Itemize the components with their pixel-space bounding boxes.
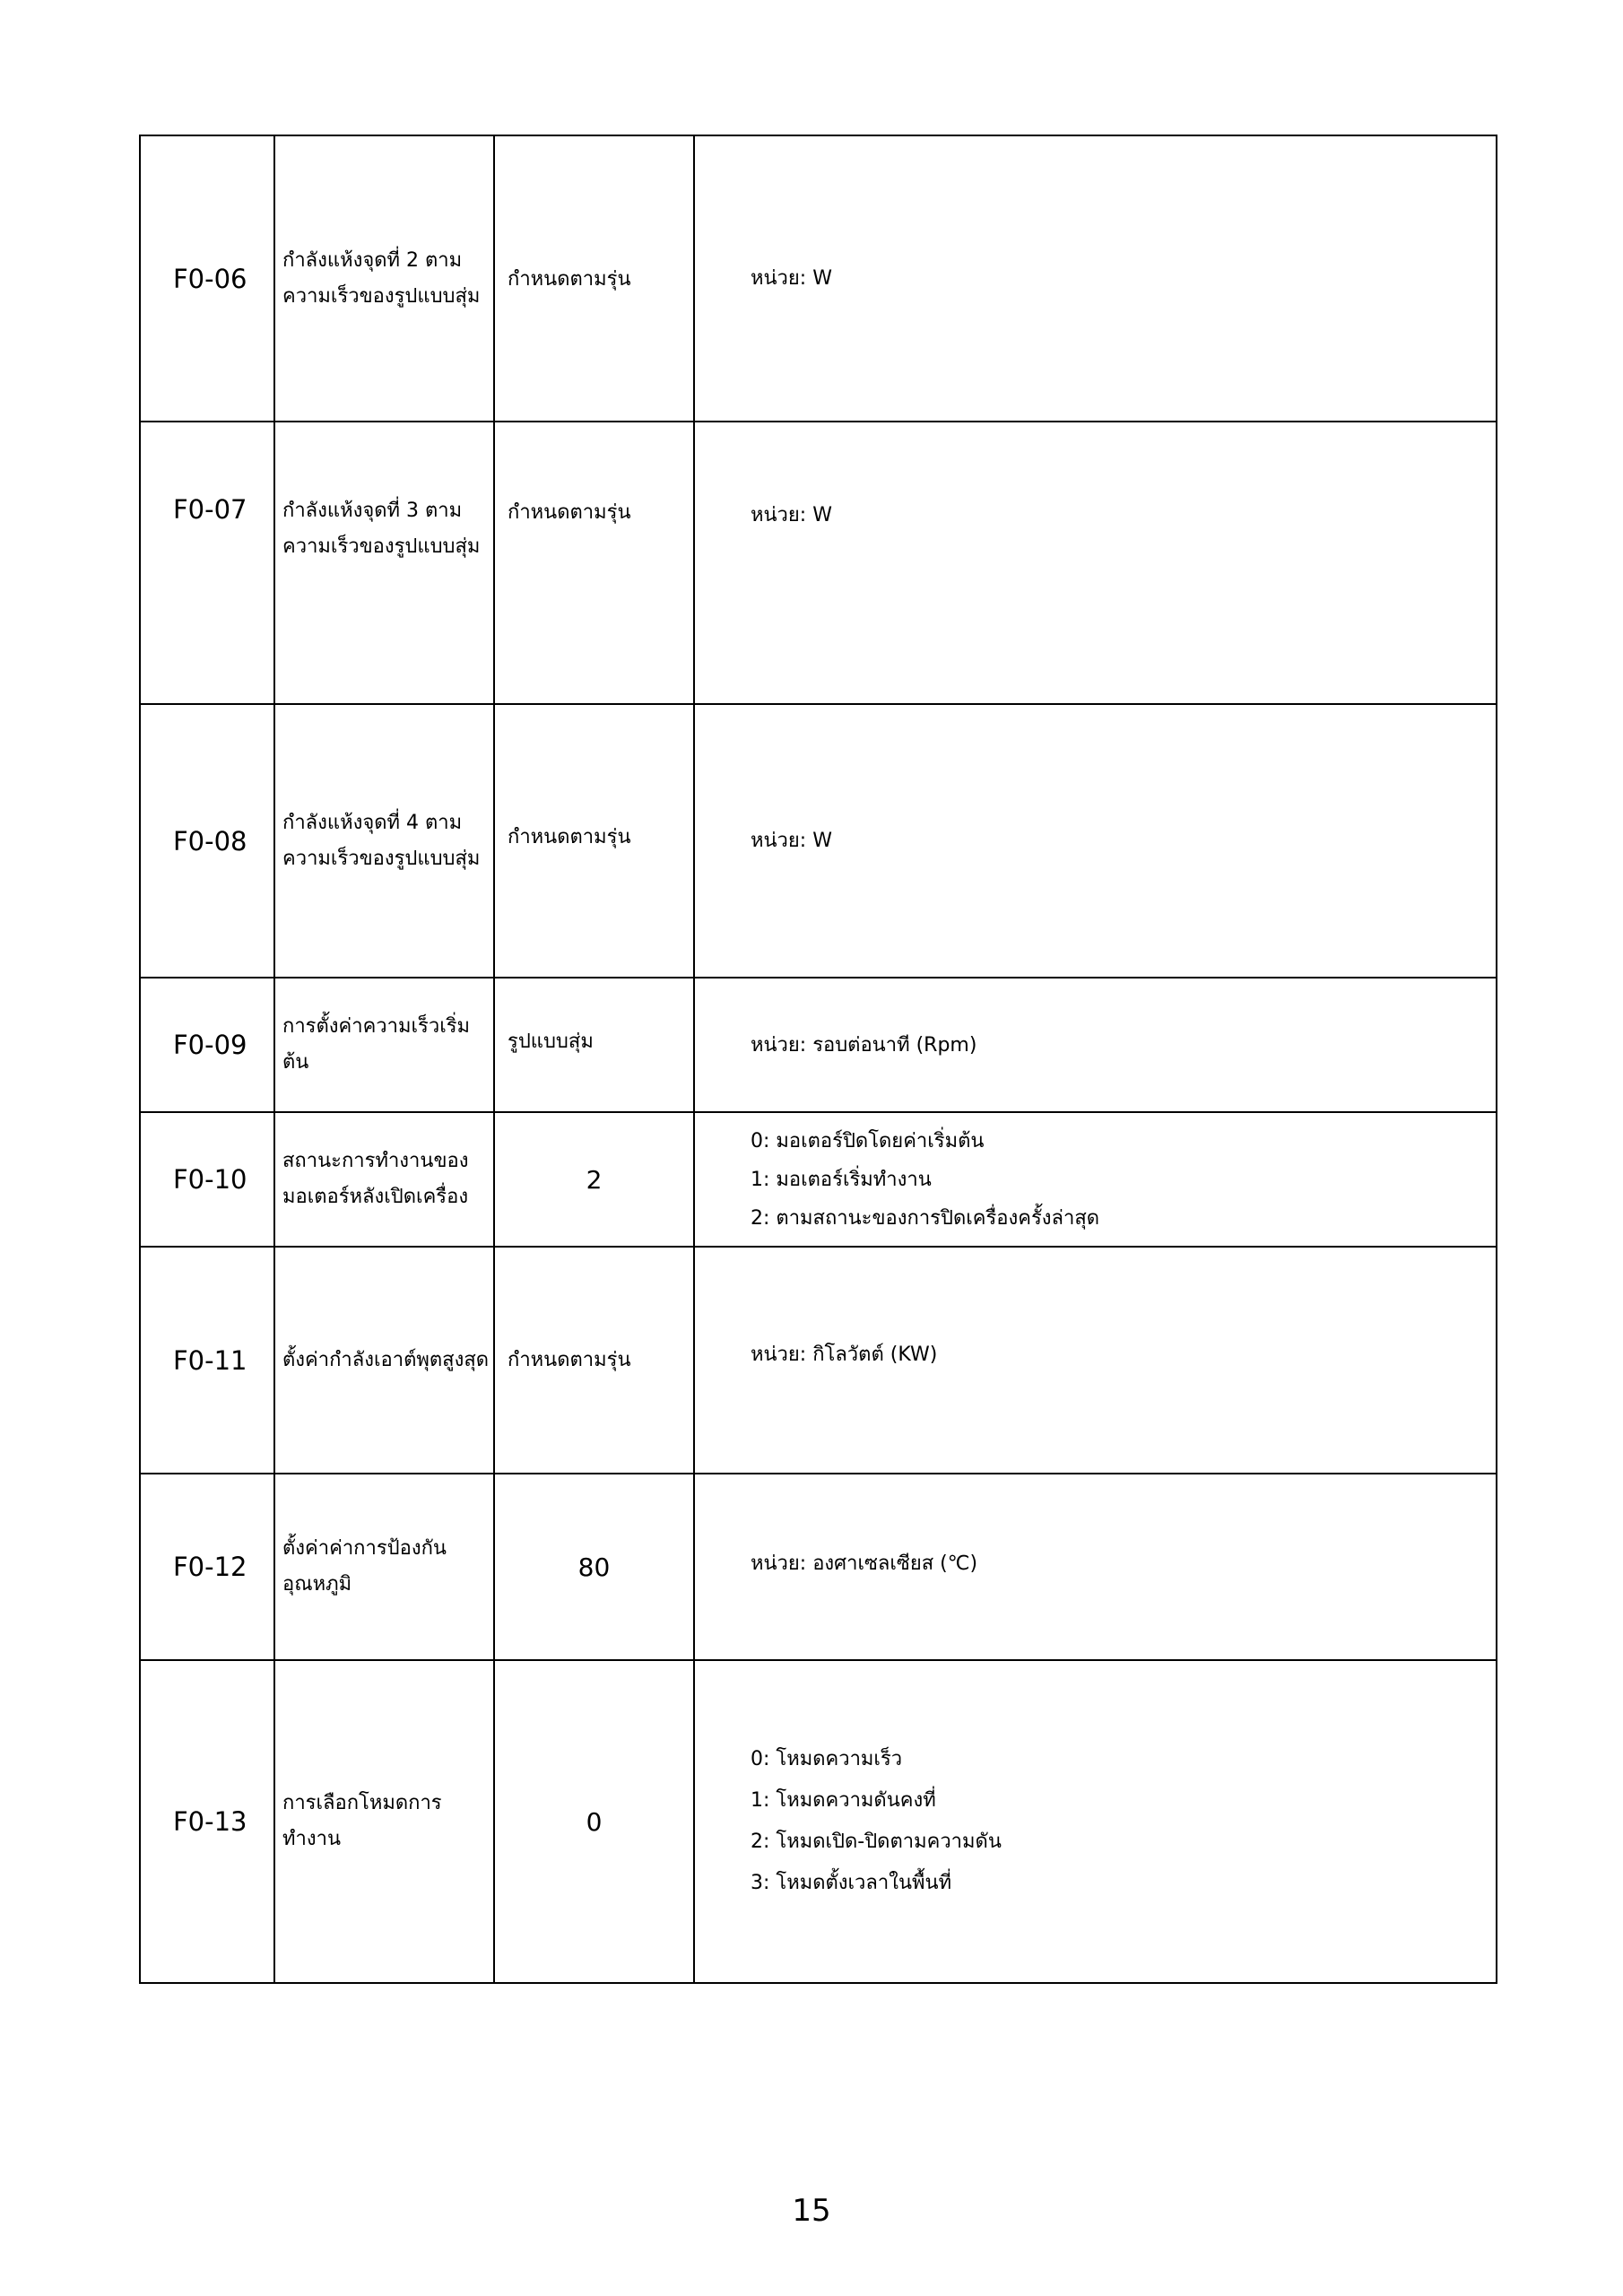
param-name: ตั้งค่าค่าการป้องกันอุณหภูมิ	[274, 1474, 494, 1660]
param-code: F0-07	[140, 422, 274, 704]
table-row	[140, 978, 1497, 1112]
param-name: ตั้งค่ากำลังเอาต์พุตสูงสุด	[274, 1247, 494, 1474]
param-default: กำหนดตามรุ่น	[494, 704, 694, 978]
description-line: 1: มอเตอร์เริ่มทำงาน	[751, 1168, 932, 1191]
description-line: หน่วย: W	[751, 504, 832, 526]
param-default: รูปแบบสุ่ม	[494, 978, 694, 1112]
param-description	[694, 1247, 1497, 1474]
table-row	[140, 1112, 1497, 1247]
description-line: หน่วย: องศาเซลเซียส (℃)	[751, 1552, 978, 1575]
table-row	[140, 422, 1497, 704]
param-default: 2	[494, 1112, 694, 1247]
param-name: กำลังแห้งจุดที่ 3 ตามความเร็วของรูปแบบสุ่ม	[274, 422, 494, 704]
page-number: 15	[792, 2193, 831, 2229]
param-name: กำลังแห้งจุดที่ 2 ตามความเร็วของรูปแบบสุ่ม	[274, 135, 494, 422]
param-code: F0-11	[140, 1247, 274, 1474]
param-default: กำหนดตามรุ่น	[494, 135, 694, 422]
param-description	[694, 978, 1497, 1112]
param-default: 0	[494, 1660, 694, 1983]
param-description	[694, 1660, 1497, 1983]
param-description	[694, 1474, 1497, 1660]
description-line: หน่วย: รอบต่อนาที (Rpm)	[751, 1033, 977, 1057]
parameter-table	[139, 135, 1497, 1984]
param-description	[694, 422, 1497, 704]
description-line: 2: ตามสถานะของการปิดเครื่องครั้งล่าสุด	[751, 1206, 1100, 1230]
description-line: หน่วย: กิโลวัตต์ (KW)	[751, 1344, 938, 1366]
param-code: F0-08	[140, 704, 274, 978]
description-line: 2: โหมดเปิด-ปิดตามความดัน	[751, 1831, 1002, 1853]
description-line: 0: โหมดความเร็ว	[751, 1748, 903, 1770]
description-line: 0: มอเตอร์ปิดโดยค่าเริ่มต้น	[751, 1129, 985, 1152]
param-name: สถานะการทำงานของมอเตอร์หลังเปิดเครื่อง	[274, 1112, 494, 1247]
description-line: หน่วย: W	[751, 830, 832, 852]
param-name: การเลือกโหมดการทำงาน	[274, 1660, 494, 1983]
description-line: 1: โหมดความดันคงที่	[751, 1789, 936, 1812]
param-code: F0-13	[140, 1660, 274, 1983]
param-description	[694, 135, 1497, 422]
table-row	[140, 1660, 1497, 1983]
param-default: กำหนดตามรุ่น	[494, 1247, 694, 1474]
param-description	[694, 704, 1497, 978]
param-code: F0-10	[140, 1112, 274, 1247]
param-default: 80	[494, 1474, 694, 1660]
table-row	[140, 1247, 1497, 1474]
param-code: F0-06	[140, 135, 274, 422]
table-row	[140, 704, 1497, 978]
description-line: 3: โหมดตั้งเวลาในพื้นที่	[751, 1872, 952, 1894]
param-default: กำหนดตามรุ่น	[494, 422, 694, 704]
param-code: F0-12	[140, 1474, 274, 1660]
description-line: หน่วย: W	[751, 267, 832, 290]
param-description	[694, 1112, 1497, 1247]
table-row	[140, 1474, 1497, 1660]
table-row	[140, 135, 1497, 422]
param-name: การตั้งค่าความเร็วเริ่มต้น	[274, 978, 494, 1112]
param-name: กำลังแห้งจุดที่ 4 ตามความเร็วของรูปแบบสุ่ม	[274, 704, 494, 978]
param-code: F0-09	[140, 978, 274, 1112]
